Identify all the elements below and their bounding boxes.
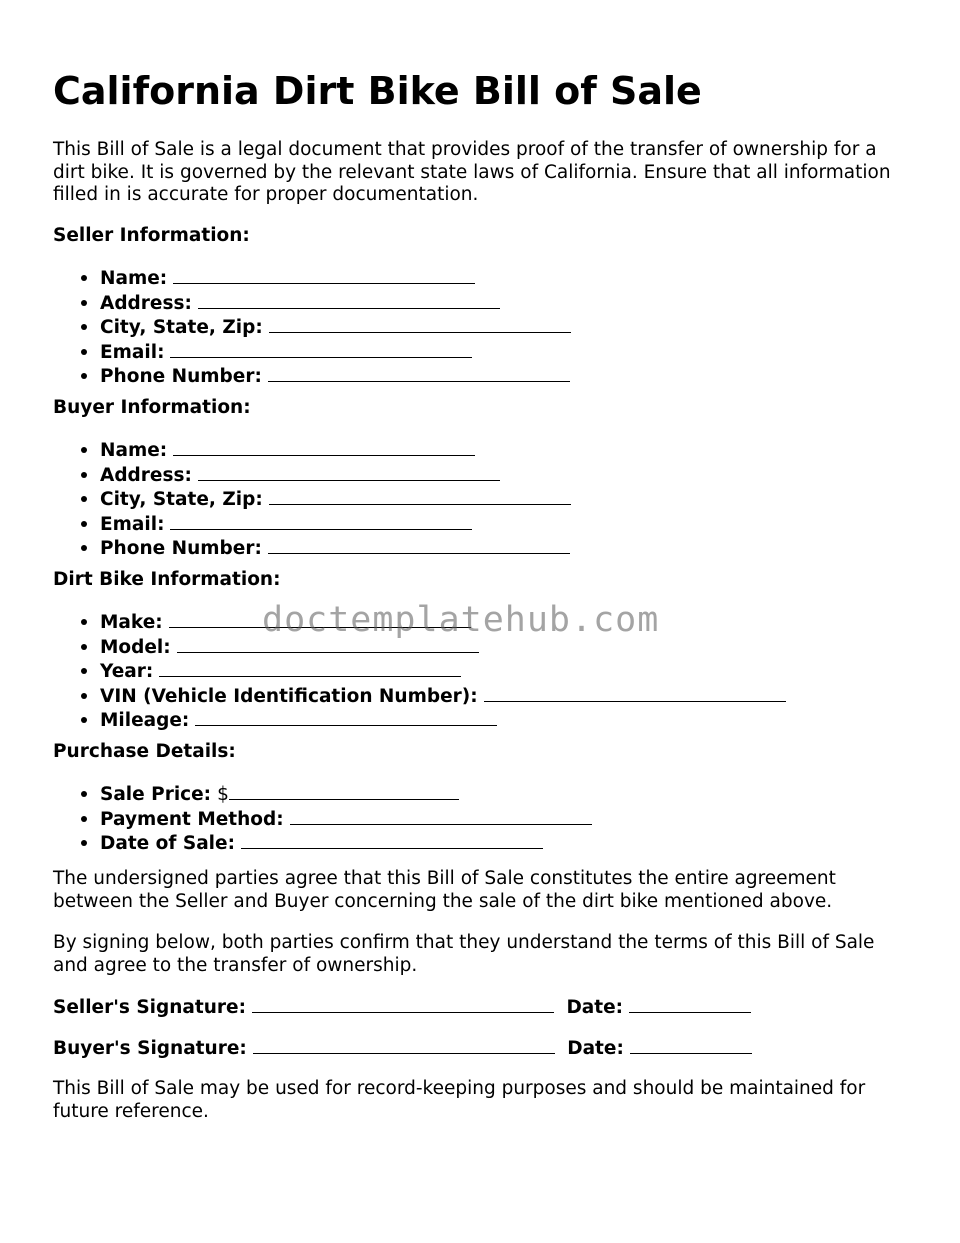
buyer-email-blank[interactable]: [170, 512, 472, 530]
seller-address-blank[interactable]: [198, 291, 500, 309]
sale-price-blank[interactable]: [229, 782, 459, 800]
date-of-sale-blank[interactable]: [241, 831, 543, 849]
bike-vin-blank[interactable]: [484, 684, 786, 702]
field-label: Address:: [100, 464, 192, 486]
page-title: California Dirt Bike Bill of Sale: [53, 69, 702, 113]
seller-phone-blank[interactable]: [268, 364, 570, 382]
buyer-phone-blank[interactable]: [268, 536, 570, 554]
seller-signature-blank[interactable]: [252, 995, 554, 1013]
seller-name-blank[interactable]: [173, 266, 475, 284]
field-label: Address:: [100, 292, 192, 314]
bike-mileage-blank[interactable]: [195, 708, 497, 726]
buyer-name-field: [100, 438, 571, 463]
buyer-date-blank[interactable]: [630, 1036, 752, 1054]
bike-fields: [53, 610, 786, 733]
bike-heading: Dirt Bike Information:: [53, 569, 281, 590]
bike-make-field: [100, 610, 786, 635]
bike-mileage-field: [100, 708, 786, 733]
seller-signature-label: Seller's Signature:: [53, 997, 246, 1018]
footer-paragraph: This Bill of Sale may be used for record-keeping purposes and should be maintained for future reference.: [53, 1078, 866, 1122]
field-label: City, State, Zip:: [100, 489, 263, 510]
field-label: Model:: [100, 636, 171, 658]
bike-make-blank[interactable]: [169, 610, 471, 628]
seller-address-field: [100, 291, 571, 316]
bike-vin-field: [100, 684, 786, 709]
purchase-heading: Purchase Details:: [53, 741, 236, 762]
field-label: VIN (Vehicle Identification Number):: [100, 685, 478, 707]
buyer-fields: [53, 438, 571, 561]
seller-name-field: [100, 266, 571, 291]
purchase-fields: [53, 782, 592, 856]
bike-model-field: [100, 635, 786, 660]
field-label: City, State, Zip:: [100, 317, 263, 338]
seller-city-state-zip-blank[interactable]: [269, 315, 571, 333]
field-label: Name:: [100, 440, 168, 461]
field-label: Date of Sale:: [100, 833, 235, 854]
buyer-date-label: Date:: [567, 1038, 624, 1059]
buyer-address-blank[interactable]: [198, 463, 500, 481]
seller-email-blank[interactable]: [170, 340, 472, 358]
intro-paragraph: This Bill of Sale is a legal document that provides proof of the transfer of ownership for a dirt bike. It is governed by the relevant state laws of California. Ensure that all information filled in is accurate for proper documentation.: [53, 139, 891, 205]
field-label: Phone Number:: [100, 366, 262, 387]
field-label: Email:: [100, 341, 165, 363]
bike-model-blank[interactable]: [177, 635, 479, 653]
watermark-text: doctemplatehub.com: [262, 600, 660, 640]
bike-year-blank[interactable]: [159, 659, 461, 677]
bike-year-field: [100, 659, 786, 684]
seller-date-label: Date:: [566, 997, 624, 1018]
seller-phone-field: [100, 364, 571, 389]
buyer-phone-field: [100, 536, 571, 561]
payment-method-blank[interactable]: [290, 807, 592, 825]
seller-signature-line: [53, 995, 751, 1020]
payment-method-field: [100, 807, 592, 832]
seller-fields: [53, 266, 571, 389]
seller-heading: Seller Information:: [53, 225, 250, 246]
buyer-signature-line: [53, 1036, 752, 1061]
seller-city-state-zip-field: [100, 315, 571, 340]
seller-date-blank[interactable]: [629, 995, 751, 1013]
buyer-email-field: [100, 512, 571, 537]
field-label: Sale Price:: [100, 784, 212, 805]
buyer-signature-label: Buyer's Signature:: [53, 1038, 247, 1059]
buyer-heading: Buyer Information:: [53, 397, 251, 418]
field-label: Year:: [100, 661, 154, 682]
sale-price-field: [100, 782, 592, 807]
field-label: Email:: [100, 513, 165, 535]
buyer-signature-blank[interactable]: [253, 1036, 555, 1054]
field-label: Mileage:: [100, 710, 190, 731]
buyer-city-state-zip-blank[interactable]: [269, 487, 571, 505]
seller-email-field: [100, 340, 571, 365]
field-label: Phone Number:: [100, 538, 262, 559]
field-label: Name:: [100, 268, 168, 289]
currency-symbol: $: [217, 784, 229, 805]
confirmation-paragraph: By signing below, both parties confirm that they understand the terms of this Bill of Sale and agree to the transfer of ownership.: [53, 932, 875, 976]
field-label: Payment Method:: [100, 808, 284, 830]
buyer-name-blank[interactable]: [173, 438, 475, 456]
date-of-sale-field: [100, 831, 592, 856]
buyer-address-field: [100, 463, 571, 488]
field-label: Make:: [100, 612, 163, 633]
agreement-paragraph: The undersigned parties agree that this Bill of Sale constitutes the entire agreement between the Seller and Buyer concerning the sale of the dirt bike mentioned above.: [53, 868, 836, 912]
buyer-city-state-zip-field: [100, 487, 571, 512]
